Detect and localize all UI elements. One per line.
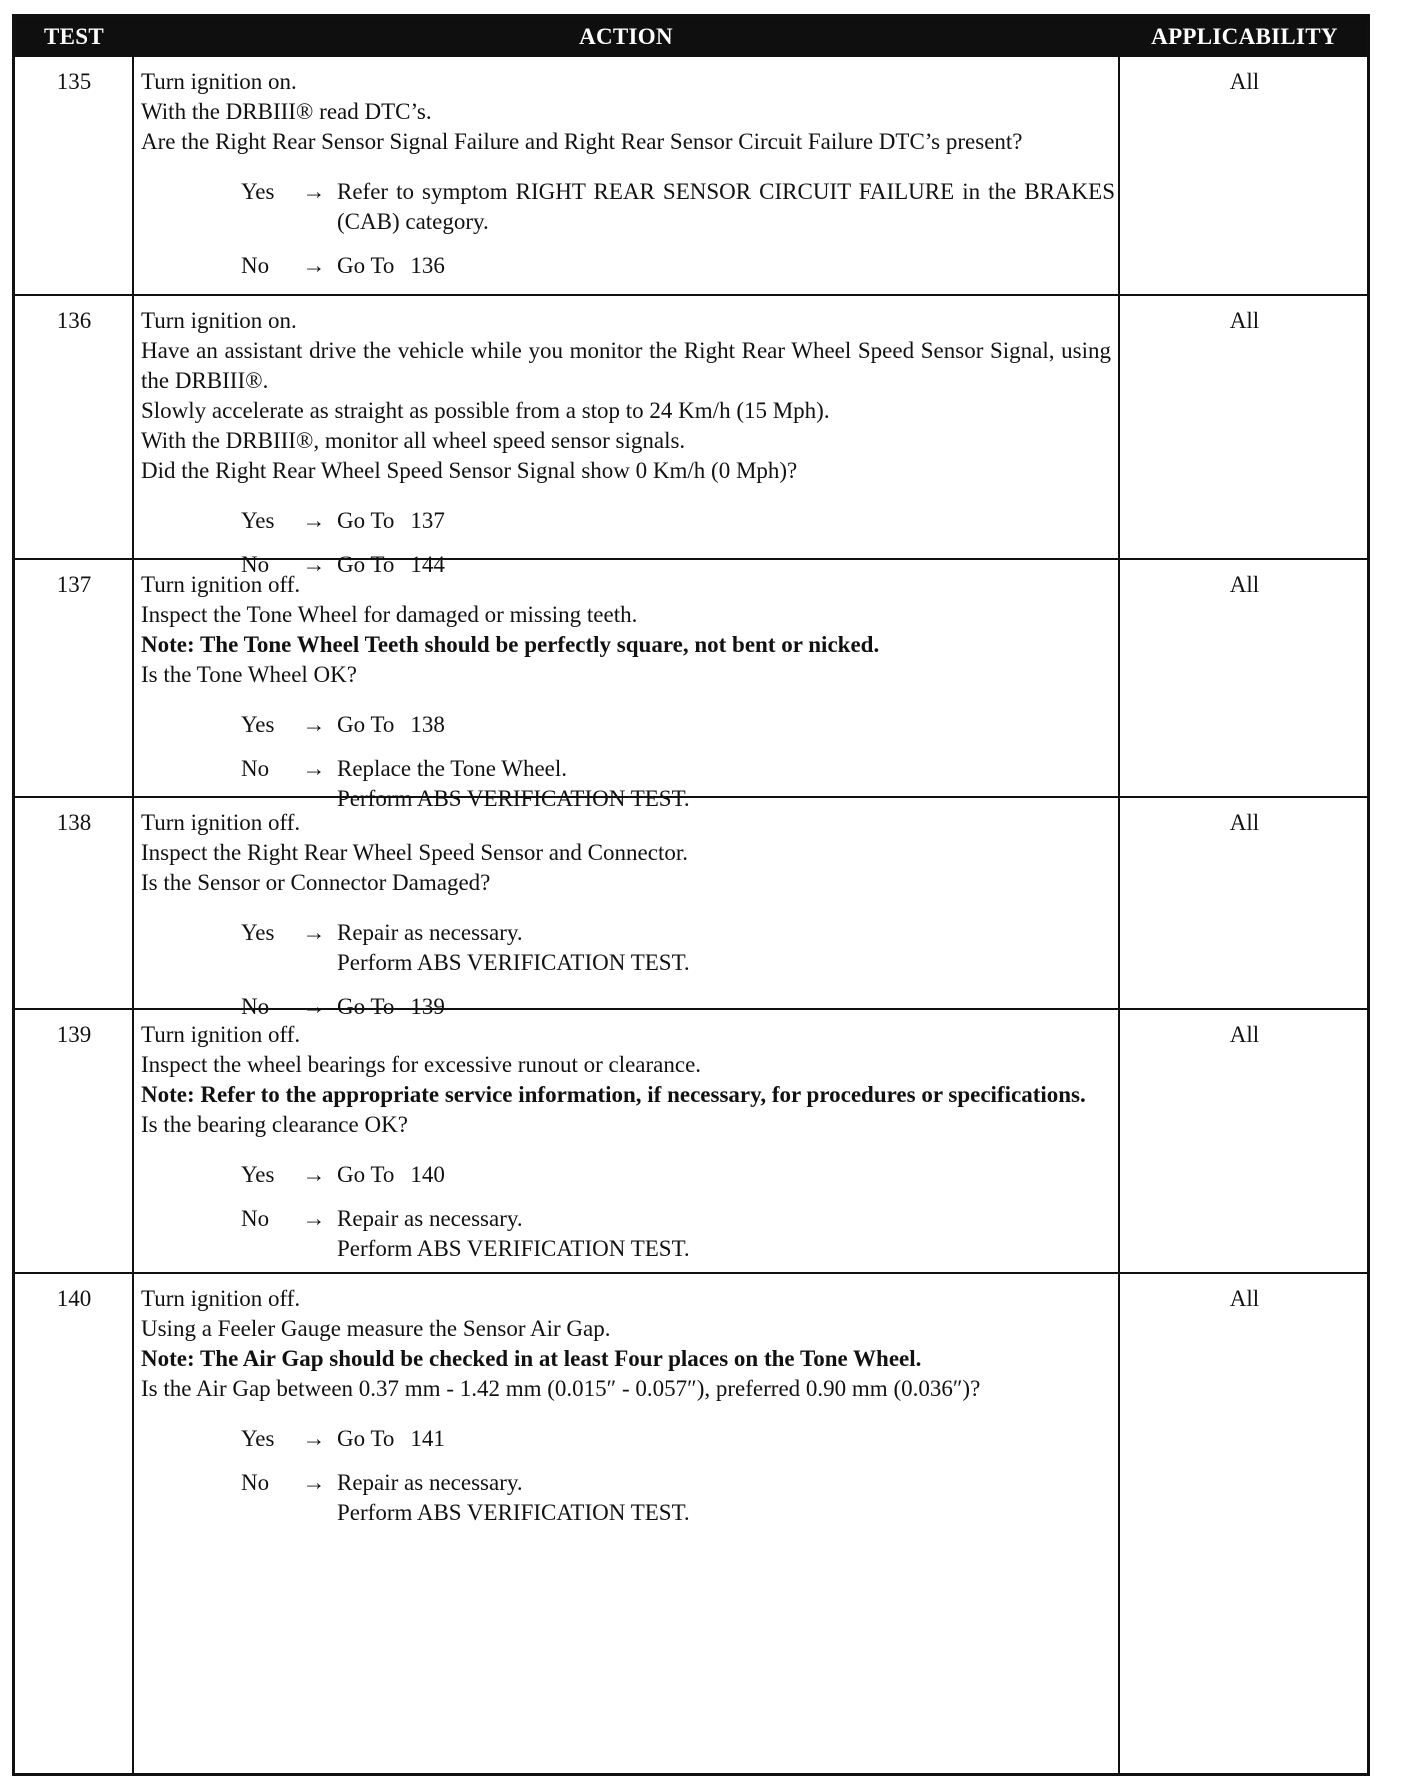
goto-text: Go To <box>337 1162 395 1187</box>
yes-label: Yes <box>241 179 275 204</box>
yes-branch <box>141 177 1115 237</box>
goto-text: Go To <box>337 508 395 533</box>
arrow-icon: → <box>302 1206 326 1231</box>
goto-link[interactable] <box>337 251 1111 281</box>
action-line: Turn ignition on. <box>141 69 297 94</box>
no-branch <box>141 1468 1111 1528</box>
table-row-138 <box>15 798 1367 1019</box>
arrow-icon: → <box>302 1470 326 1495</box>
goto-number: 139 <box>410 994 445 1019</box>
arrow-icon: → <box>302 920 326 945</box>
table-header <box>15 17 1367 57</box>
no-label: No <box>241 253 270 278</box>
test-number: 140 <box>56 1286 92 1311</box>
arrow-icon: → <box>302 712 326 737</box>
note-text: Note: The Air Gap should be checked in at least Four places on the Tone Wheel. <box>141 1346 922 1371</box>
yes-branch <box>141 1424 1111 1454</box>
table-row-137 <box>15 560 1367 811</box>
no-result: Repair as necessary. <box>337 1470 523 1495</box>
yes-label: Yes <box>241 508 275 533</box>
yes-label: Yes <box>241 920 275 945</box>
action-question: Are the Right Rear Sensor Signal Failure and Right Rear Sensor Circuit Failure DTC’s present? <box>141 129 1023 154</box>
goto-link[interactable] <box>337 1160 1111 1190</box>
goto-number: 140 <box>410 1162 445 1187</box>
applicability-value: All <box>1229 1022 1260 1047</box>
yes-branch <box>141 506 1111 536</box>
arrow-icon: → <box>302 552 326 577</box>
arrow-icon: → <box>302 1426 326 1451</box>
note-text: Note: Refer to the appropriate service information, if necessary, for procedures or specifications. <box>141 1082 1086 1107</box>
action-cell <box>141 306 1111 580</box>
yes-result: Refer to symptom RIGHT REAR SENSOR CIRCUIT FAILURE in the BRAKES (CAB) category. <box>337 179 1115 234</box>
no-label: No <box>241 994 270 1019</box>
goto-link[interactable] <box>337 1424 1111 1454</box>
arrow-icon: → <box>302 253 326 278</box>
test-number: 138 <box>56 810 92 835</box>
goto-text: Go To <box>337 1426 395 1451</box>
action-line: Turn ignition off. <box>141 572 301 597</box>
no-label: No <box>241 1470 270 1495</box>
no-result: Repair as necessary. <box>337 1206 523 1231</box>
no-result: Perform ABS VERIFICATION TEST. <box>337 786 690 811</box>
action-line: Turn ignition off. <box>141 1286 301 1311</box>
no-branch <box>141 251 1111 281</box>
yes-label: Yes <box>241 1162 275 1187</box>
goto-link[interactable] <box>337 710 1111 740</box>
test-number: 137 <box>56 572 92 597</box>
yes-label: Yes <box>241 1426 275 1451</box>
header-applicability: APPLICABILITY <box>1151 24 1338 49</box>
action-line: With the DRBIII®, monitor all wheel speed sensor signals. <box>141 428 686 453</box>
no-label: No <box>241 552 270 577</box>
goto-text: Go To <box>337 552 395 577</box>
header-action: ACTION <box>579 24 673 49</box>
goto-number: 137 <box>410 508 445 533</box>
yes-branch <box>141 710 1111 740</box>
applicability-value: All <box>1229 810 1260 835</box>
yes-result: Perform ABS VERIFICATION TEST. <box>337 950 690 975</box>
arrow-icon: → <box>302 756 326 781</box>
applicability-value: All <box>1229 1286 1260 1311</box>
goto-number: 144 <box>410 552 445 577</box>
action-question: Is the Sensor or Connector Damaged? <box>141 870 491 895</box>
action-cell <box>141 1020 1111 1264</box>
no-result: Perform ABS VERIFICATION TEST. <box>337 1236 690 1261</box>
applicability-value: All <box>1229 69 1260 94</box>
applicability-value: All <box>1229 308 1260 333</box>
action-line: Have an assistant drive the vehicle while you monitor the Right Rear Wheel Speed Sensor Signal, using the DRBIII®. <box>141 338 1111 393</box>
goto-text: Go To <box>337 712 395 737</box>
table-row-136 <box>15 296 1367 577</box>
yes-result: Repair as necessary. <box>337 920 523 945</box>
yes-label: Yes <box>241 712 275 737</box>
arrow-icon: → <box>302 179 326 204</box>
note-text: Note: The Tone Wheel Teeth should be perfectly square, not bent or nicked. <box>141 632 880 657</box>
goto-number: 141 <box>410 1426 445 1451</box>
action-cell <box>141 570 1111 814</box>
action-line: Turn ignition off. <box>141 810 301 835</box>
action-line: Slowly accelerate as straight as possible from a stop to 24 Km/h (15 Mph). <box>141 398 830 423</box>
action-line: Inspect the wheel bearings for excessive runout or clearance. <box>141 1052 702 1077</box>
test-number: 135 <box>56 69 92 94</box>
test-number: 136 <box>56 308 92 333</box>
no-label: No <box>241 756 270 781</box>
table-row-139 <box>15 1010 1367 1274</box>
no-label: No <box>241 1206 270 1231</box>
table-row-140 <box>15 1274 1367 1776</box>
diagnostic-table <box>12 14 1370 1776</box>
goto-number: 136 <box>410 253 445 278</box>
yes-branch <box>141 918 1111 978</box>
action-question: Is the Tone Wheel OK? <box>141 662 357 687</box>
yes-branch <box>141 1160 1111 1190</box>
action-cell <box>141 1284 1111 1528</box>
applicability-value: All <box>1229 572 1260 597</box>
table-row-135 <box>15 57 1367 296</box>
header-test: TEST <box>43 24 104 49</box>
action-cell <box>141 808 1111 1022</box>
action-line: Inspect the Tone Wheel for damaged or missing teeth. <box>141 602 638 627</box>
no-result: Replace the Tone Wheel. <box>337 756 567 781</box>
arrow-icon: → <box>302 994 326 1019</box>
goto-text: Go To <box>337 994 395 1019</box>
action-line: With the DRBIII® read DTC’s. <box>141 99 432 124</box>
action-cell <box>141 67 1115 281</box>
goto-link[interactable] <box>337 506 1111 536</box>
action-line: Using a Feeler Gauge measure the Sensor Air Gap. <box>141 1316 611 1341</box>
no-branch <box>141 1204 1111 1264</box>
action-question: Is the bearing clearance OK? <box>141 1112 408 1137</box>
arrow-icon: → <box>302 1162 326 1187</box>
test-number: 139 <box>56 1022 92 1047</box>
action-line: Turn ignition on. <box>141 308 297 333</box>
action-line: Turn ignition off. <box>141 1022 301 1047</box>
goto-number: 138 <box>410 712 445 737</box>
action-line: Inspect the Right Rear Wheel Speed Sensor and Connector. <box>141 840 688 865</box>
goto-text: Go To <box>337 253 395 278</box>
no-result: Perform ABS VERIFICATION TEST. <box>337 1500 690 1525</box>
action-question: Did the Right Rear Wheel Speed Sensor Signal show 0 Km/h (0 Mph)? <box>141 458 798 483</box>
action-question: Is the Air Gap between 0.37 mm - 1.42 mm (0.015″ - 0.057″), preferred 0.90 mm (0.036″)? <box>141 1376 981 1401</box>
arrow-icon: → <box>302 508 326 533</box>
